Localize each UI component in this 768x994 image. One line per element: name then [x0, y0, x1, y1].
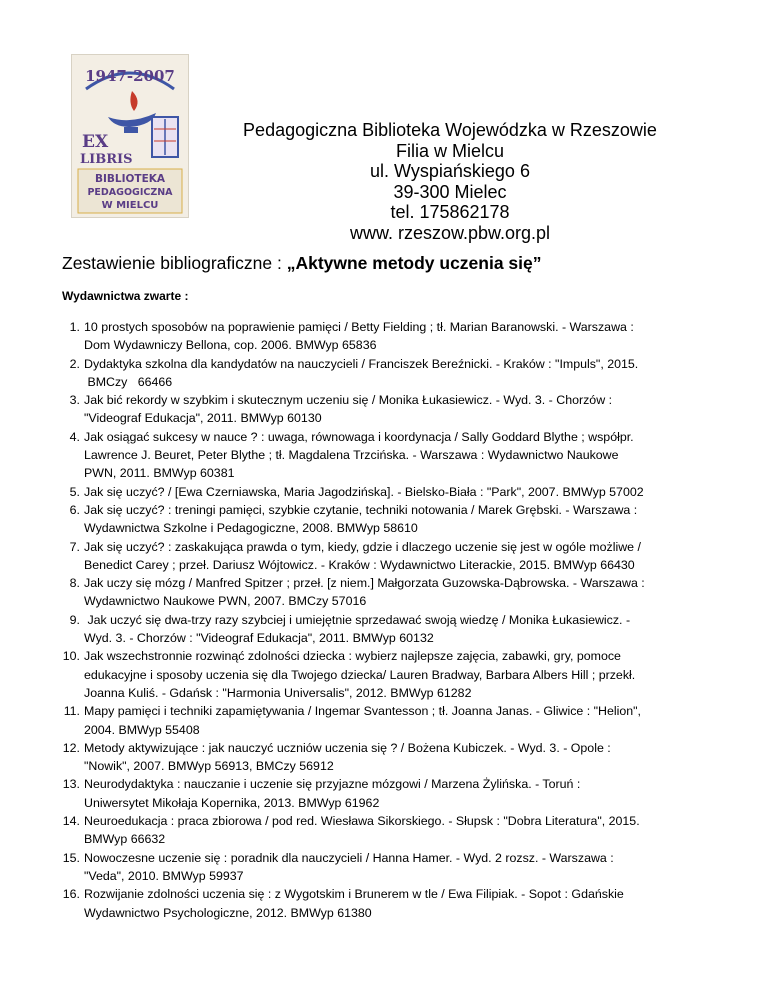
- list-item: 6. Jak się uczyć? : treningi pamięci, szybkie czytanie, techniki notowania / Marek Grębski. - Warszawa : Wydawnictwa Szkolne i Pedagogiczne, 2008. BMWyp 58610: [62, 501, 714, 538]
- flame-icon: [130, 91, 137, 111]
- list-item: 3. Jak bić rekordy w szybkim i skutecznym uczeniu się / Monika Łukasiewicz. - Wyd. 3. - Chorzów : "Videograf Edukacja", 2011. BMWyp 60130: [62, 391, 714, 428]
- library-postal: 39-300 Mielec: [393, 181, 507, 202]
- library-phone: tel. 175862178: [390, 202, 510, 222]
- library-branch: Filia w Mielcu: [395, 140, 505, 161]
- logo-ex: EX: [82, 132, 109, 152]
- item-number: 7.: [69, 539, 80, 554]
- list-item: 16. Rozwijanie zdolności uczenia się : z Wygotskim i Brunerem w tle / Ewa Filipiak. - Sopot : Gdańskie Wydawnictwo Psychologiczne, 2012. BMWyp 61380: [62, 887, 624, 920]
- item-number: 11.: [63, 704, 80, 719]
- item-number: 3.: [69, 393, 80, 408]
- logo-years: 1947-2007: [85, 67, 175, 85]
- list-item: 7. Jak się uczyć? : zaskakująca prawda o tym, kiedy, gdzie i dlaczego uczenie się jest w ogóle możliwe / Benedict Carey ; przeł. Dariusz Wójtowicz. - Kraków : Wydawnictwo Literackie, 2015. BMWyp 66430: [62, 538, 714, 575]
- list-item: 14. Neuroedukacja : praca zbiorowa / pod red. Wiesława Sikorskiego. - Słupsk : "Dobra Literatura", 2015. BMWyp 66632: [62, 814, 640, 847]
- list-item: 5. Jak się uczyć? / [Ewa Czerniawska, Maria Jagodzińska]. - Bielsko-Biała : "Park", 2007. BMWyp 57002: [62, 483, 714, 501]
- bibliography-list: [62, 318, 714, 922]
- item-number: 9.: [69, 612, 80, 627]
- item-number: 5.: [69, 484, 80, 499]
- logo-line2: PEDAGOGICZNA: [87, 187, 173, 198]
- list-item: 9. Jak uczyć się dwa-trzy razy szybciej i umiejętnie sprzedawać swoją wiedzę / Monika Łukasiewicz. - Wyd. 3. - Chorzów : "Videograf Edukacja", 2011. BMWyp 60132: [62, 611, 714, 648]
- library-street: ul. Wyspiańskiego 6: [370, 161, 530, 181]
- title-prefix: Zestawienie bibliograficzne :: [62, 253, 287, 273]
- item-number: 6.: [69, 502, 80, 517]
- section-label: Wydawnictwa zwarte :: [62, 289, 189, 303]
- logo-line1: BIBLIOTEKA: [94, 173, 166, 185]
- list-item: 15. Nowoczesne uczenie się : poradnik dla nauczycieli / Hanna Hamer. - Wyd. 2 rozsz. - Warszawa : "Veda", 2010. BMWyp 59937: [62, 850, 614, 883]
- library-header: [222, 120, 678, 243]
- logo-line3: W MIELCU: [101, 200, 159, 211]
- list-item: 12. Metody aktywizujące : jak nauczyć uczniów uczenia się ? / Bożena Kubiczek. - Wyd. 3. - Opole : "Nowik", 2007. BMWyp 56913, BMCzy 56912: [62, 740, 611, 774]
- item-number: 13.: [62, 777, 80, 792]
- library-name: Pedagogiczna Biblioteka Wojewódzka w Rzeszowie: [243, 120, 657, 140]
- list-item: 11. Mapy pamięci i techniki zapamiętywania / Ingemar Svantesson ; tł. Joanna Janas. - Gliwice : "Helion", 2004. BMWyp 55408: [63, 704, 641, 737]
- title-main: „Aktywne metody uczenia się”: [286, 253, 542, 273]
- item-number: 16.: [62, 887, 80, 902]
- lamp-icon: [108, 113, 156, 127]
- ex-libris-logo: [71, 54, 189, 218]
- list-item: 10. Jak wszechstronnie rozwinąć zdolności dziecka : wybierz najlepsze zajęcia, zabawki, gry, pomoce edukacyjne i sposoby uczenia się dla Twojego dziecka/ Lauren Bradway, Barbara Albers Hill ; przekł. Joanna Kuliś. - Gdańsk : "Harmonia Universalis", 2012. BMWyp 61282: [62, 649, 636, 700]
- list-item: 13. Neurodydaktyka : nauczanie i uczenie się przyjazne mózgowi / Marzena Żylińska. - Toruń : Uniwersytet Mikołaja Kopernika, 2013. BMWyp 61962: [62, 777, 581, 810]
- list-item: 2. Dydaktyka szkolna dla kandydatów na nauczycieli / Franciszek Bereźnicki. - Kraków : "Impuls", 2015. BMCzy 66466: [62, 355, 714, 392]
- item-number: 8.: [69, 576, 80, 591]
- logo-libris: LIBRIS: [80, 152, 133, 167]
- list-item: 8. Jak uczy się mózg / Manfred Spitzer ; przeł. [z niem.] Małgorzata Guzowska-Dąbrowska. - Warszawa : Wydawnictwo Naukowe PWN, 2007. BMCzy 57016: [62, 574, 714, 611]
- library-website: www. rzeszow.pbw.org.pl: [349, 222, 551, 243]
- item-number: 12.: [62, 740, 80, 755]
- document-title: [62, 253, 722, 274]
- item-number: 4.: [69, 429, 80, 444]
- item-number: 15.: [62, 850, 80, 865]
- ex-libris-logo-art: [72, 55, 188, 217]
- item-number: 2.: [69, 356, 80, 371]
- list-item: 1. 10 prostych sposobów na poprawienie pamięci / Betty Fielding ; tł. Marian Baranowski. - Warszawa : Dom Wydawniczy Bellona, cop. 2006. BMWyp 65836: [62, 318, 714, 355]
- list-item: 4. Jak osiągać sukcesy w nauce ? : uwaga, równowaga i koordynacja / Sally Goddard Blythe ; współpr. Lawrence J. Beuret, Peter Blythe ; tł. Magdalena Trzcińska. - Warszawa : Wydawnictwo Naukowe PWN, 2011. BMWyp 60381: [62, 428, 714, 483]
- item-number: 10.: [62, 649, 80, 664]
- item-number: 14.: [62, 814, 80, 829]
- item-number: 1.: [69, 320, 80, 334]
